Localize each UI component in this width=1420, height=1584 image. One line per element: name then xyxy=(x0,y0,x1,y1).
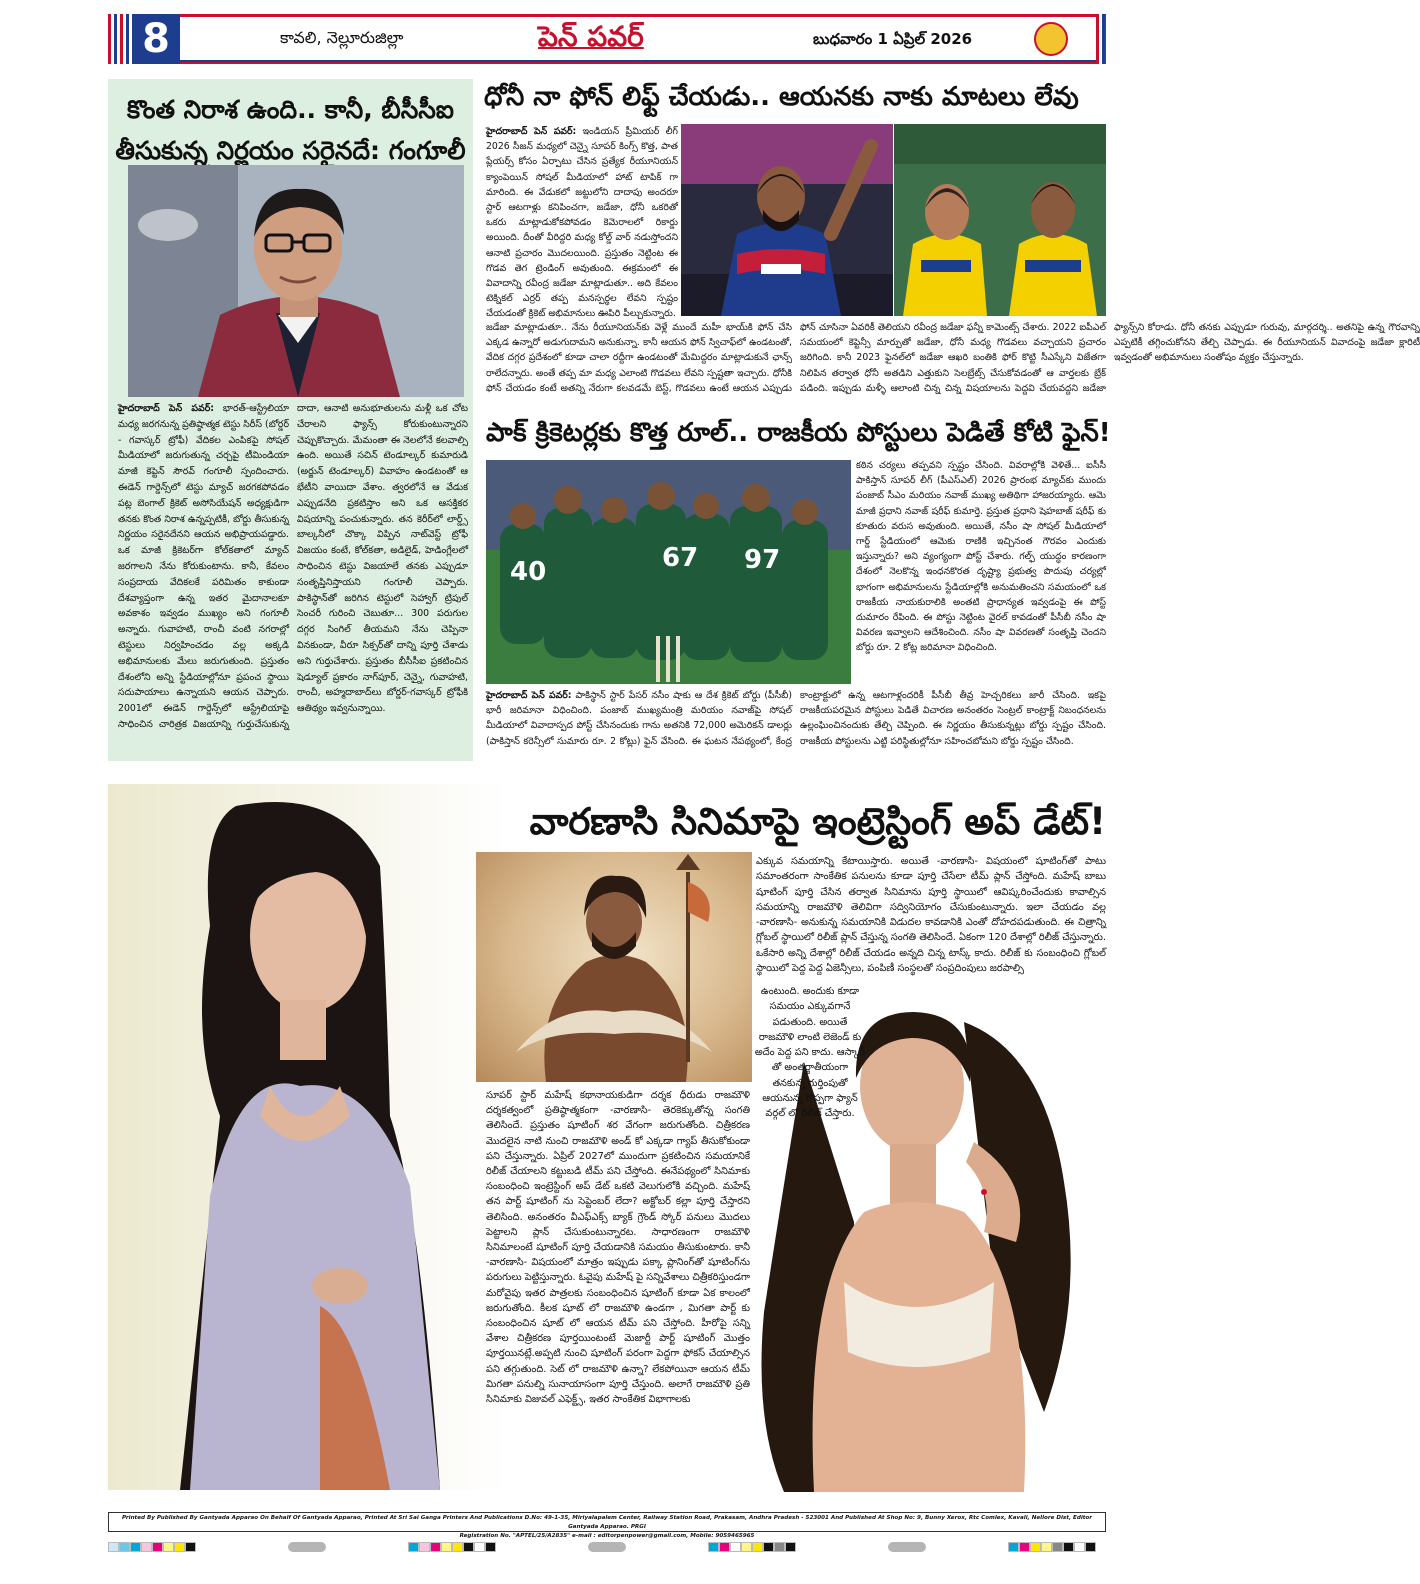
ganguly-photo-illustration xyxy=(128,165,464,397)
registration-mark-3 xyxy=(888,1542,926,1552)
pak-headline: పాక్ క్రికెటర్లకు కొత్త రూల్.. రాజకీయ పోస్టులు పెడితే కోటి ఫైన్! xyxy=(486,418,1111,448)
dhoni-body-top xyxy=(486,124,678,318)
color-calibration-bar-4 xyxy=(1008,1542,1096,1552)
masthead-stripes-left xyxy=(108,14,130,64)
ganguly-story xyxy=(108,79,473,761)
ganguly-photo xyxy=(128,165,464,397)
pak-body-bottom xyxy=(486,688,1106,762)
masthead xyxy=(108,14,1106,66)
svg-text:97: 97 xyxy=(744,545,781,575)
svg-text:67: 67 xyxy=(662,543,699,573)
pak-team-photo xyxy=(486,460,851,684)
imprint-line-1: Printed By Published By Gantyada Apparao On Behalf Of Gantyada Apparao, Printed At Sri Sai Ganga Printers And Publications D.No: 49-1-35, Miriyalapalem Center, Railway Station Road, Prakasam, Andhra Pradesh - 523001 And Published At Shop No: 9, Bunny Xerox, Rtc Comlex, Kavali, Nellore Dist, Editor Gantyada Apparao. PRGI xyxy=(121,1515,1093,1530)
svg-text:40: 40 xyxy=(510,557,547,587)
masthead-stripes-right xyxy=(1096,14,1106,64)
masthead-rule-bottom xyxy=(180,60,1096,64)
ganguly-text: భారత్-ఆస్ట్రేలియా మధ్య జరగనున్న ప్రతిష్ఠాత్మక టెస్టు సిరీస్ (బోర్డర్ - గవాస్కర్ ట్రోఫీ) వేదికల ఎంపికపై సోషల్ మీడియాలో జరుగుతున్న చర్చపై టీమిండియా మాజీ కెప్టెన్ సౌరవ్ గంగూలీ స్పందించారు. ఈడెన్ గార్డెన్స్‌లో టెస్టు మ్యాచ్ జరగకపోవడం పట్ల బెంగాల్ క్రికెట్ అసోసియేషన్ అధ్యక్షుడిగా తనకు కొంత నిరాశ ఉన్నప్పటికీ, బోర్డు తీసుకున్న నిర్ణయం సరైనదేనని ఆయన అభిప్రాయపడ్డారు. ఒక మాజీ క్రికెటర్‌గా కోల్‌కతాలో మ్యాచ్ జరగాలని నేను కోరుకుంటాను. కానీ, కేవలం సంప్రదాయ వేదికలకే పరిమితం కాకుండా దేశవ్యాప్తంగా ఉన్న ఇతర మైదానాలకూ అవకాశం ఇవ్వడం ముఖ్యం అని గంగూలీ అన్నారు. గువాహటి, రాంచీ వంటి నగరాల్లో టెస్టులు నిర్వహించడం వల్ల అక్కడి అభిమానులకు మేలు జరుగుతుంది. ప్రస్తుతం దేశంలోని అన్ని స్టేడియాల్లోనూ ప్రపంచ స్థాయి సదుపాయాలు ఉన్నాయని ఆయన చెప్పారు. 2001లో ఈడెన్ గార్డెన్స్‌లో ఆస్ట్రేలియాపై సాధించిన చారిత్రక విజయాన్ని గుర్తుచేసుకున్న దాదా, ఆనాటి అనుభూతులను మళ్లీ ఒక చోట చేరాలని ఫ్యాన్స్ కోరుకుంటున్నారని చెప్పుకొచ్చారు. మేమంతా ఈ నెలలోనే కలవాల్సి ఉంది. అయితే సచిన్ టెండూల్కర్ కుమారుడి (అర్జున్ టెండూల్కర్) వివాహం ఉండటంతో ఆ భేటీని వాయిదా వేశాం. త్వరలోనే ఆ వేడుక ఎప్పుడనేది ప్రకటిస్తాం అని ఒక ఆసక్తికర విషయాన్ని పంచుకున్నారు. తన కెరీర్‌లో లార్డ్స్ బాల్కనీలో చొక్కా విప్పిన నాట్‌వెస్ట్ ట్రోఫీ విజయం కంటే, కోల్‌కతా, అడిలైడ్, హెడింగ్లేలలో సాధించిన టెస్టు విజయాలే తనకు ఎప్పుడూ సంతృప్తినిస్తాయని గంగూలీ చెప్పారు. పాకిస్థాన్‌తో జరిగిన టెస్టులో సెహ్వాగ్ ట్రిపుల్ సెంచరీ గురించి చెబుతూ... 300 పరుగుల దగ్గర సింగిల్ తీయమని నేను చెప్పినా వినకుండా, వీరూ సిక్సర్‌తో దాన్ని పూర్తి చేశాడు అని గుర్తుచేశారు. ప్రస్తుతం బీసీసీఐ ప్రకటించిన షెడ్యూల్ ప్రకారం నాగ్‌పూర్, చెన్నై, గువాహటి, రాంచీ, అహ్మదాబాద్‌లు బోర్డర్-గవాస్కర్ ట్రోఫీకి ఆతిథ్యం ఇవ్వనున్నాయి. xyxy=(118,403,468,730)
varanasi-body-narrow: ఉంటుంది. అందుకు కూడా సమయం ఎక్కువగానే పడుతుంది. అయితే రాజమౌళి లాంటి లెజెండ్ కు అదేం పెద్ద పని కాదు. ఆస్కార్ తో అంతర్జాతీయంగా తనకున్న గుర్తింపుతో ఆయనున్న గొప్పగా ఫ్యాన్ వర్గల్ లో రిలీజ్ చేస్తారు. xyxy=(754,986,866,1120)
imprint-line-2: Registration No. "APTEL/25/A2835" e-mail : editorpenpower@gmail.com, Mobile: 9059465965 xyxy=(459,1533,755,1539)
varanasi-headline: వారణాసి సినిమాపై ఇంట్రెస్టింగ్ అప్ డేట్! xyxy=(529,800,1106,843)
registration-mark-2 xyxy=(588,1542,626,1552)
ganguly-headline: కొంత నిరాశ ఉంది.. కానీ, బీసీసీఐ తీసుకున్న నిర్ణయం సరైనదే: గంగూలీ xyxy=(115,95,466,165)
dhoni-text-top: ఇండియన్ ప్రీమియర్ లీగ్ 2026 సీజన్ మధ్యలో చెన్నై సూపర్ కింగ్స్ కొత్త, పాత ప్లేయర్స్ కోసం ఏర్పాటు చేసిన ప్రత్యేక రీయూనియన్ క్యాంపెయిన్ సోషల్ మీడియాలో హాట్ టాపిక్ గా మారింది. ఈ వేడుకలో జట్టులోని దాదాపు అందరూ స్టార్ ఆటగాళ్లు కనిపించగా, జడేజా, ధోనీ ఒకరితో ఒకరు మాట్లాడుకోకపోవడం కెమెరాలలో రికార్డు అయింది. దీంతో వీరిద్దరి మధ్య కోల్డ్ వార్ నడుస్తోందని ఆనాటి ప్రచారం మొదలయింది. ప్రస్తుతం నెట్టింట ఈ గొడవ తెగ ట్రెండింగ్ అవుతుంది. ఈక్రమంలో ఈ వివాదాన్ని రవీంద్ర జడేజా మాట్లాడుతూ.. అది కేవలం టెక్నికల్ ఎర్రర్ తప్ప మనస్పర్థల లేవని స్పష్టం చేయడంతో క్రికెట్ అభిమానులు ఊపిరి పీల్చుకున్నారు. xyxy=(486,126,678,320)
pak-text-bottom: పాకిస్థాన్ స్టార్ పేసర్ నసీం షాకు ఆ దేశ క్రికెట్ బోర్డు (పీసీబీ) భారీ జరిమానా విధించింది. పంజాబ్ ముఖ్యమంత్రి మరియం నవాజ్‌పై సోషల్ మీడియాలో వివాదాస్పద పోస్ట్ చేసినందుకు గాను అతనికి 72,000 అమెరికన్ డాలర్లు (పాకిస్తాన్ కరెన్సీలో సుమారు రూ. 2 కోట్లు) ఫైన్ వేసింది. ఈ ఘటన నేపథ్యంలో, కేంద్ర కాంట్రాక్టులో ఉన్న ఆటగాళ్లందరికీ పీసీబీ తీవ్ర హెచ్చరికలు జారీ చేసింది. ఇకపై రాజకీయపరమైన పోస్టులు పెడితే విచారణ అనంతరం సెంట్రల్ కాంట్రాక్ట్ నిబంధనలను ఉల్లంఘించినందుకు తేల్చి చెప్పింది. ఈ నిర్ణయం తీసుకున్నట్లు బోర్డు స్పష్టం చేసింది. రాజకీయ పోస్టులను ఎట్టి పరిస్థితుల్లోనూ సహించబోమని బోర్డు స్పష్టం చేసింది. xyxy=(486,690,1106,747)
registration-mark-1 xyxy=(288,1542,326,1552)
ganguly-dateline: హైదరాబాద్ పెన్ పవర్: xyxy=(118,403,215,414)
pak-body-right: కఠిన చర్యలు తప్పవని స్పష్టం చేసింది. వివరాల్లోకి వెళితే... ఐసీసీ పాకిస్తాన్ సూపర్ లీగ్ (పీఎస్ఎల్) 2026 ప్రారంభ మ్యాచ్‌కు ముందు పంజాబ్ సీఎం మరియం నవాజ్ ముఖ్య అతిథిగా హాజరయ్యారు. ఆమె మాజీ ప్రధాని నవాజ్ షరీఫ్ కుమార్తె. ప్రస్తుత ప్రధాని షెహబాజ్ షరీఫ్ కు కూతురు వరుస అవుతుంది. అయితే, నసీం షా సోషల్ మీడియాలో గార్డ్ స్టేడియంలో ఆమెకు రాణికి ఇచ్చినంత గౌరవం ఎందుకు ఇస్తున్నారు? అని వ్యంగ్యంగా పోస్ట్ చేశారు. గల్ఫ్ యుద్ధం కారణంగా దేశంలో నెలకొన్న ఇంధనకొరత దృష్ట్యా ప్రభుత్వ పొదుపు చర్యల్లో భాగంగా అభిమానులను స్టేడియాల్లోకి అనుమతించని సమయంలో ఒక రాజకీయ నాయకురాలికి అంతటి ప్రాధాన్యత ఇవ్వడంపై ఈ పోస్ట్ దుమారం రేపింది. ఈ పోస్టు నెట్టింట వైరల్ కావడంతో పీసీబీ నసీం షా వివరణ ఇవ్వాలని ఆదేశించింది. నసీం షా వివరణతో సంతృప్తి చెందని బోర్డు రూ. 2 కోట్ల జరిమానా విధించింది. xyxy=(856,460,1106,654)
ganguly-body xyxy=(118,401,468,757)
dhoni-dateline: హైదరాబాద్ పెన్ పవర్: xyxy=(486,126,577,137)
varanasi-poster xyxy=(476,852,752,1082)
edition-place: కావలి, నెల్లూరుజిల్లా xyxy=(280,28,404,47)
pak-team-photo-illustration xyxy=(486,460,851,684)
dhoni-headline: ధోనీ నా ఫోన్ లిఫ్ట్ చేయడు.. ఆయనకు నాకు మాటలు లేవు xyxy=(484,82,1079,112)
actress-left-photo xyxy=(140,786,502,1490)
paper-name: పెన్ పవర్ xyxy=(538,20,644,53)
dhoni-jadeja-photo-illustration xyxy=(681,124,1106,316)
actress-left-illustration xyxy=(140,786,502,1490)
masthead-rule-top xyxy=(180,14,1096,17)
edition-date: బుధవారం 1 ఏప్రిల్ 2026 xyxy=(813,30,973,48)
page-number: 8 xyxy=(132,14,180,64)
varanasi-poster-illustration xyxy=(476,852,752,1082)
paper-logo xyxy=(1034,22,1068,56)
dhoni-body-bottom: జడేజా మాట్లాడుతూ.. నేను రీయూనియన్‌కు వెళ్లే ముందే మహీ భాయ్‌కి ఫోన్ చేసి ఎక్కడ ఉన్నారో అడుగుదామని అనుకున్నా. కానీ ఆయన ఫోన్ స్విచాఫ్‌లో ఉండటంతో, వేదిక దగ్గర ప్రదేశంలో కూడా చాలా రద్దీగా ఉండటంతో మేమిద్దరం మాట్లాడుకునే ఛాన్స్ రాలేదన్నారు. అంతే తప్ప మా మధ్య ఎలాంటి గొడవలు లేవని స్పష్టతా ఇచ్చారు. ధోనీకి ఫోన్ చేయడం కంటే అతన్ని నేరుగా కలవడమే బెస్ట్, గొడవలు ఉంటే ఆయన ఎప్పుడు ఫోన్ చూసినా ఏవరికీ తెలియని రవీంద్ర జడేజా ఫన్నీ కామెంట్స్ చేశారు. 2022 ఐపీఎల్ సమయంలో కెప్టెన్సీ మార్పుతో జడేజా, ధోనీ మధ్య గొడవలు వచ్చాయని ప్రచారం జరిగింది. కానీ 2023 ఫైనల్‌లో జడేజా ఆఖరి బంతికి ఫోర్ కొట్టి సీఎస్కేని విజేతగా నిలిపిన తర్వాత ధోనీ అతడిని ఎత్తుకుని సెలబ్రేట్స్ చేసుకోవడంతో ఆ వార్తలకు బ్రేక్ పడింది. ఇప్పుడు మళ్ళీ ఆలాంటి చిన్న చిన్న విషయాలను పెద్దవి చేయవద్దని జడేజా ఫ్యాన్స్‌ని కోరాడు. ధోనీ తనకు ఎప్పుడూ గురువు, మార్గదర్శి.. అతనిపై ఉన్న గౌరవాన్ని ఎప్పటికీ తగ్గించుకోనని తేల్చి చెప్పాడు. ఈ రీయూనియన్ వివాదంపై జడేజా క్లారిటీ ఇవ్వడంతో అభిమానులు సంతోషం వ్యక్తం చేస్తున్నారు. xyxy=(486,322,1420,394)
color-calibration-bar-1 xyxy=(108,1542,196,1552)
print-imprint xyxy=(108,1512,1106,1539)
color-calibration-bar-3 xyxy=(708,1542,796,1552)
dhoni-jadeja-photo xyxy=(681,124,1106,316)
varanasi-body-main: సూపర్ స్టార్ మహేష్ కథానాయకుడిగా దర్శక ధీరుడు రాజమౌళి దర్శకత్వంలో ప్రతిష్ఠాత్మకంగా -వారణాసి- తెరకెక్కుతోన్న సంగతి తెలిసిందే. ప్రస్తుతం షూటింగ్ శర వేగంగా జరుగుతోంది. చిత్రీకరణ మొదలైన నాటి నుంచి రాజమౌళి అండ్ కో ఎక్కడా గ్యాప్ తీసుకోకుండా పని చేస్తున్నారు. ఏప్రిల్ 2027లో ముందుగా ప్రకటించిన సమయానికే రిలీజ్ చేయాలని కట్టుబడి టీమ్ పని చేస్తోంది. ఈనేపథ్యంలో సినిమాకు సంబంధించి ఇంట్రెస్టింగ్ అప్ డేట్ ఒకటి వెలుగులోకి వచ్చింది. మహేష్ తన పార్ట్ షూటింగ్ ను సెప్టెంబర్ లేదా? అక్టోబర్ కల్లా పూర్తి చేస్తారని తెలిసింది. అనంతరం వీఎఫ్ఎక్స్ బ్యాక్ గ్రౌండ్ స్కోర్ పనులు మొదలు పెట్టాలని ప్లాన్ చేసుకుంటున్నారట. సాధారణంగా రాజమౌళి సినిమాలంటే షూటింగ్ పూర్తి చేయడానికి సమయం తీసుకుంటారు. కానీ -వారణాసి- విషయంలో మాత్రం ఇప్పుడు పక్కా ప్లానింగ్‌తో షూటింగ్‌ను పరుగులు పెట్టిస్తున్నారు. ఓవైపు మహేష్ పై సన్నివేశాలు చిత్రీకరిస్తుండగా మరోవైపు ఇతర పాత్రలకు సంబంధించిన షూటింగ్ కూడా ఏక కాలంలో జరుగుతోంది. కీలక షూట్ లో రాజమౌళి ఉండగా , మిగతా పార్ట్ కు సంబంధించిన షూట్ లో ఆయన టీమ్ పని చేస్తోంది. హీరోపై సన్ని వేశాల చిత్రీకరణ పూర్తయింటంటే మెజార్టీ పార్ట్ షూటింగ్ మొత్తం పూర్తయినట్లే.అప్పటి నుంచి షూటింగ్ పరంగా పెద్దగా ఫోకస్ చేయాల్సిన పని తగ్గుతుంది. సెట్ లో రాజమౌళి ఉన్నా? లేకపోయినా ఆయన టీమ్ మిగతా పనుల్ని సునాయాసంగా పూర్తి చేస్తుంది. అలాగే రాజమౌళి ప్రతి సినిమాకు విజువల్ ఎఫెక్ట్స్, ఇతర సాంకేతిక విభాగాలకు xyxy=(486,1090,750,1406)
varanasi-body-top-right: ఎక్కువ సమయాన్ని కేటాయిస్తారు. అయితే -వారణాసి- విషయంలో షూటింగ్‌తో పాటు సమాంతరంగా సాంకేతిక పనులను కూడా పూర్తి చేసేలా టీమ్ ప్లాన్ చేస్తోంది. మహేష్ బాబు షూటింగ్ పూర్తి చేసిన తర్వాత సినిమాను పూర్తి స్థాయిలో ఆవిష్కరించేందుకు కావాల్సిన సమయాన్ని రాజమౌళి తెలివిగా సద్వినియోగం చేసుకుంటున్నారు. ఇలా చేయడం వల్ల -వారణాసి- అనుకున్న సమయానికి విడుదల కావడానికి ఎంతో దోహదపడుతుంది. ఈ చిత్రాన్ని గ్లోబల్ స్థాయిలో రిలీజ్ ప్లాన్ చేస్తున్న సంగతి తెలిసిందే. ఏకంగా 120 దేశాల్లో రిలీజ్ చేస్తున్నారు. ఒకేసారి అన్ని దేశాల్లో రిలీజ్ చేయడం అన్నది చిన్న టాస్క్ కాదు. రిలీజ్ కు సంబంధించి గ్లోబల్ స్థాయిలో పెద్ద పెద్ద ఏజెన్సీలు, పంపిణీ సంస్థలతో సంప్రదింపులు జరపాల్సి xyxy=(756,856,1106,975)
color-calibration-bar-2 xyxy=(408,1542,496,1552)
pak-dateline: హైదరాబాద్ పెన్ పవర్: xyxy=(486,690,572,701)
